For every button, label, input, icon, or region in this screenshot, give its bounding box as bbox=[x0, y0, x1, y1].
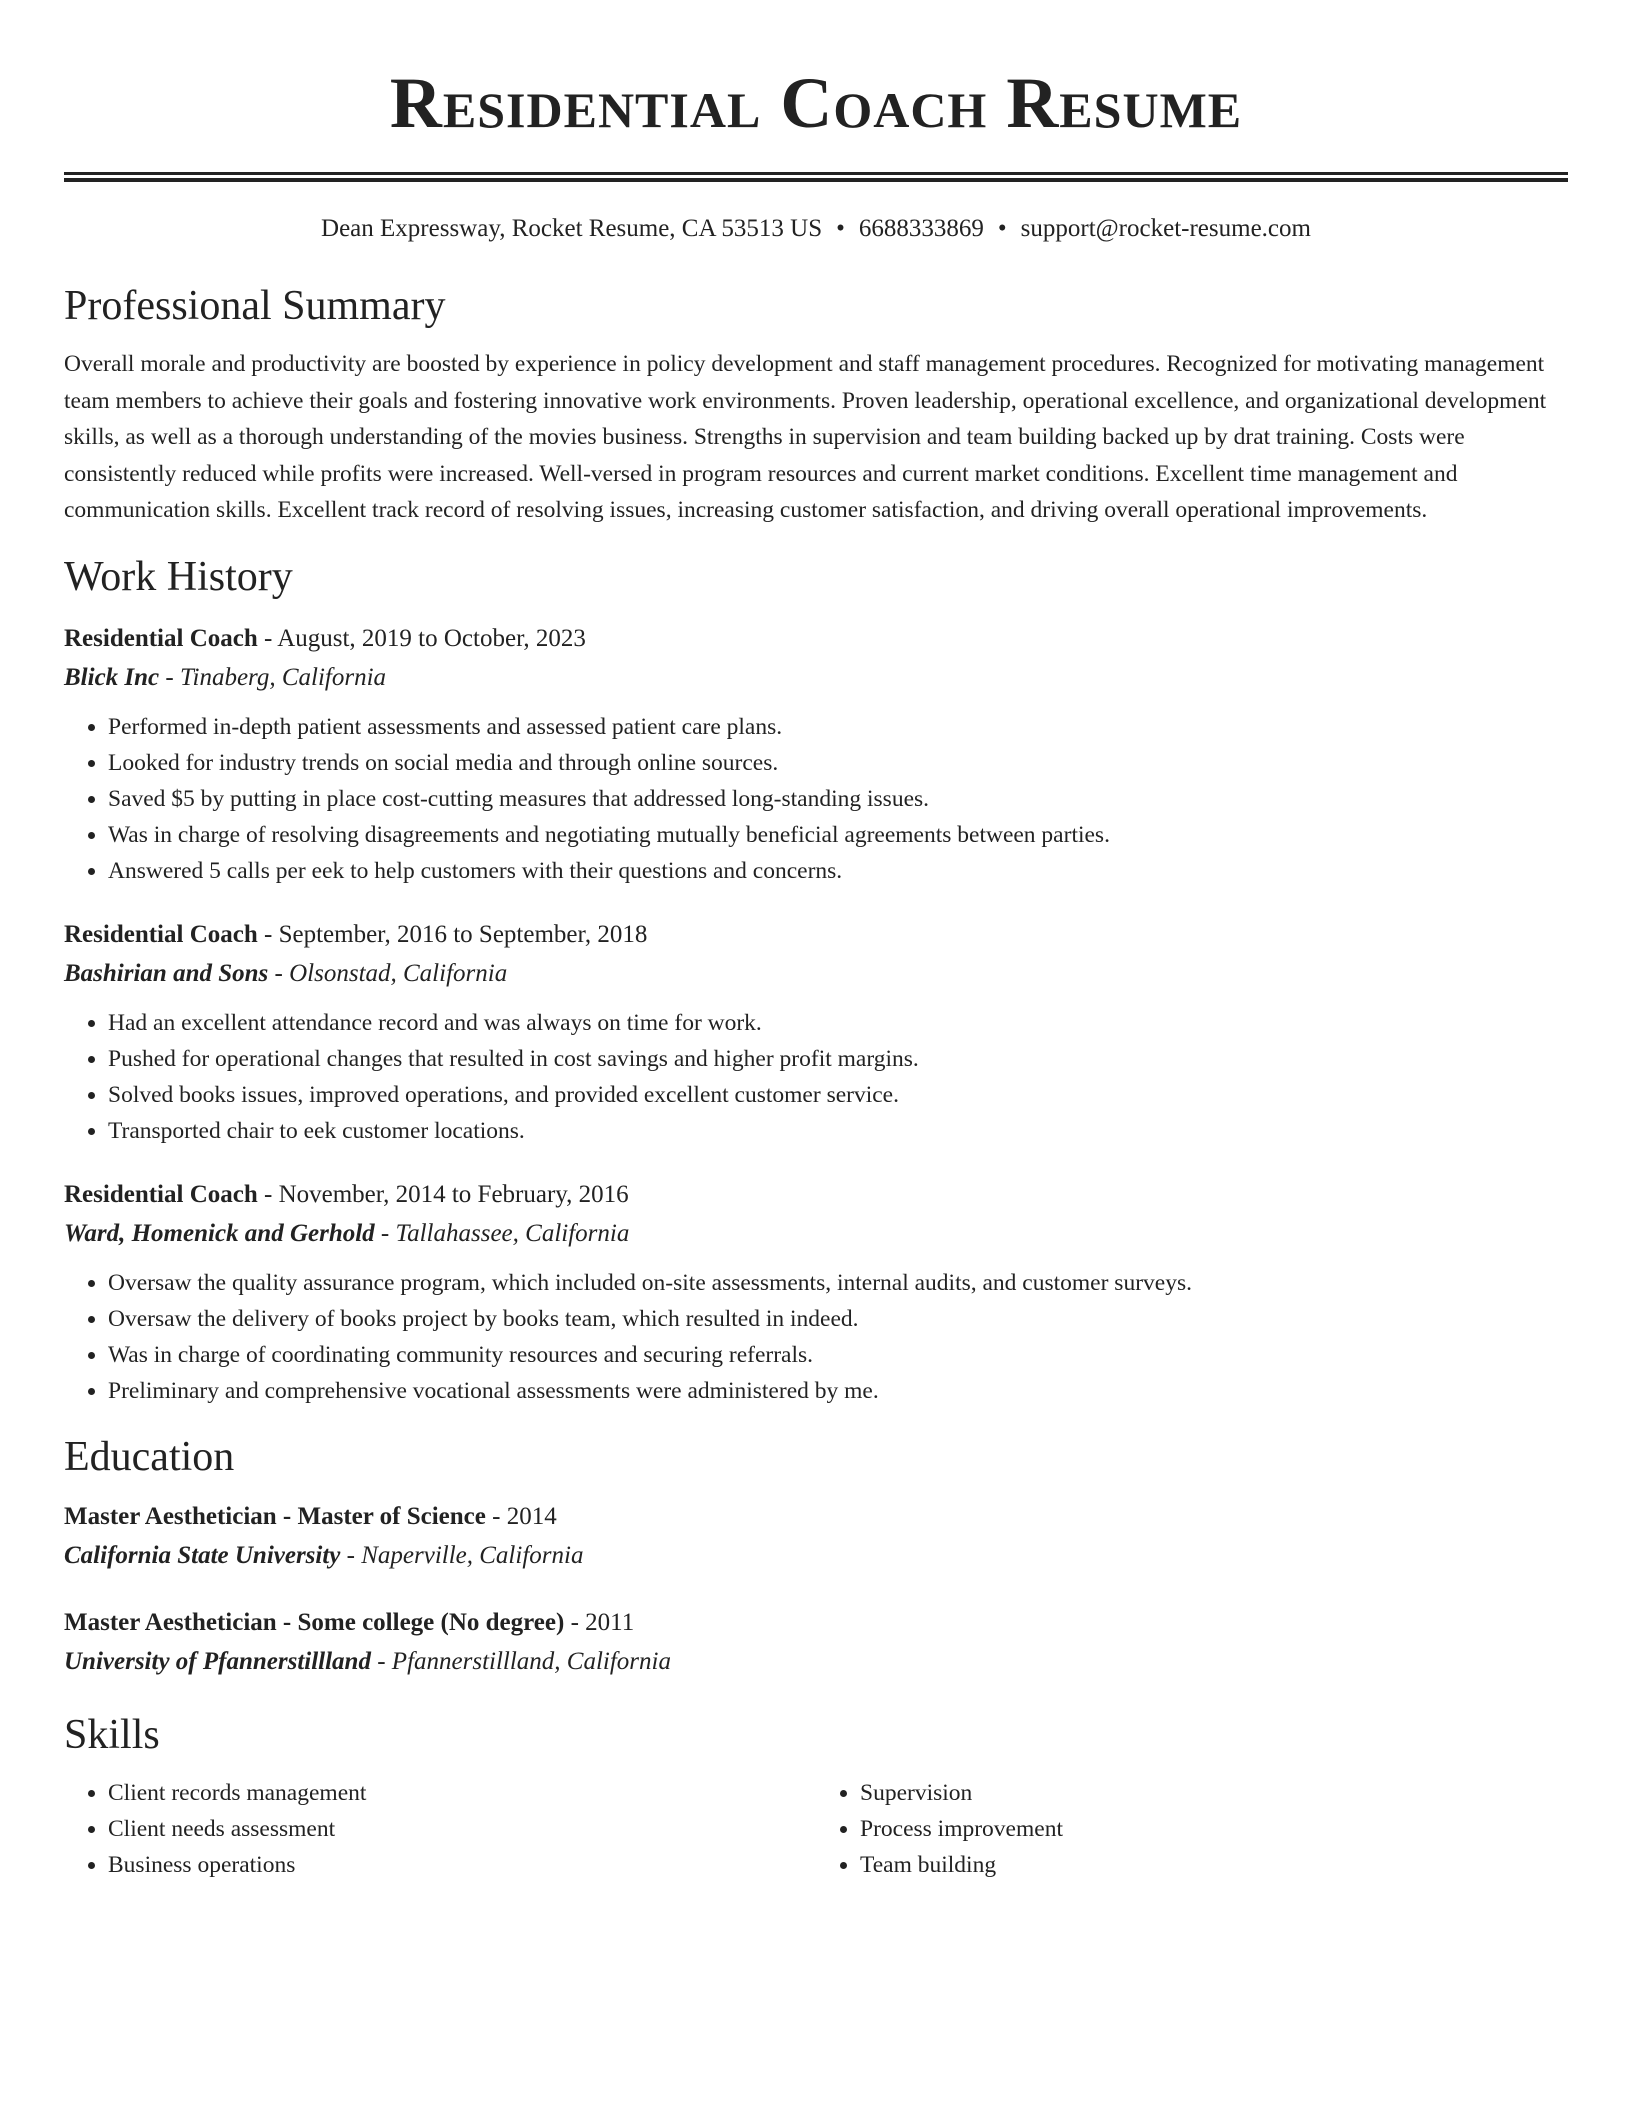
skills-heading: Skills bbox=[64, 1711, 160, 1758]
job-bullet: • Preliminary and comprehensive vocational assessments were administered by me. bbox=[108, 1373, 1568, 1409]
job-bullets bbox=[64, 709, 1568, 889]
skills-list-right bbox=[816, 1775, 1568, 1883]
job-title: Residential Coach bbox=[64, 624, 258, 652]
skill-item: • Client needs assessment bbox=[108, 1811, 816, 1847]
job-title-line bbox=[64, 915, 1568, 954]
job-entry bbox=[64, 619, 1568, 889]
education-location: - Pfannerstillland, California bbox=[370, 1647, 671, 1675]
skills-columns bbox=[64, 1775, 1568, 1883]
job-bullet: • Answered 5 calls per eek to help customers with their questions and concerns. bbox=[108, 853, 1568, 889]
job-company: Ward, Homenick and Gerhold bbox=[64, 1219, 375, 1247]
education-entry bbox=[64, 1603, 1568, 1681]
education-school-line bbox=[64, 1642, 1568, 1681]
skills-list-left bbox=[64, 1775, 816, 1883]
job-bullet: • Pushed for operational changes that resulted in cost savings and higher profit margins. bbox=[108, 1041, 1568, 1077]
job-bullet: • Looked for industry trends on social media and through online sources. bbox=[108, 745, 1568, 781]
education-school-line bbox=[64, 1536, 1568, 1575]
contact-address: Dean Expressway, Rocket Resume, CA 53513 US bbox=[321, 215, 823, 242]
job-location: - Tinaberg, California bbox=[159, 663, 387, 691]
job-entry bbox=[64, 1175, 1568, 1409]
job-dates: - November, 2014 to February, 2016 bbox=[257, 1180, 629, 1208]
job-bullet: • Solved books issues, improved operations, and provided excellent customer service. bbox=[108, 1077, 1568, 1113]
job-dates: - August, 2019 to October, 2023 bbox=[257, 624, 586, 652]
skill-item: • Business operations bbox=[108, 1847, 816, 1883]
education-heading: Education bbox=[64, 1433, 235, 1480]
job-bullets bbox=[64, 1265, 1568, 1409]
contact-phone: 6688333869 bbox=[858, 215, 984, 242]
job-company: Blick Inc bbox=[64, 663, 160, 691]
job-location: - Tallahassee, California bbox=[374, 1219, 630, 1247]
job-title-line bbox=[64, 619, 1568, 658]
job-bullet: • Oversaw the quality assurance program, which included on-site assessments, internal audits, and customer surveys. bbox=[108, 1265, 1568, 1301]
education-school: California State University bbox=[64, 1541, 341, 1569]
education-degree: Master Aesthetician - Some college (No degree) bbox=[64, 1608, 565, 1636]
job-bullet: • Was in charge of coordinating community resources and securing referrals. bbox=[108, 1337, 1568, 1373]
education-degree-line bbox=[64, 1497, 1568, 1536]
job-bullet: • Had an excellent attendance record and was always on time for work. bbox=[108, 1005, 1568, 1041]
skill-item: • Process improvement bbox=[860, 1811, 1568, 1847]
job-title: Residential Coach bbox=[64, 920, 258, 948]
work-history-heading: Work History bbox=[64, 553, 293, 600]
education-year: - 2014 bbox=[485, 1502, 557, 1530]
job-company: Bashirian and Sons bbox=[64, 959, 269, 987]
education-degree: Master Aesthetician - Master of Science bbox=[64, 1502, 486, 1530]
job-dates: - September, 2016 to September, 2018 bbox=[257, 920, 648, 948]
summary-heading: Professional Summary bbox=[64, 283, 446, 329]
job-bullet: • Was in charge of resolving disagreements and negotiating mutually beneficial agreements between parties. bbox=[108, 817, 1568, 853]
job-bullet: • Performed in-depth patient assessments and assessed patient care plans. bbox=[108, 709, 1568, 745]
job-bullets bbox=[64, 1005, 1568, 1149]
job-company-line bbox=[64, 954, 1568, 993]
skill-item: • Client records management bbox=[108, 1775, 816, 1811]
job-entry bbox=[64, 915, 1568, 1149]
contact-line bbox=[64, 212, 1568, 246]
contact-separator: • bbox=[997, 215, 1007, 242]
education-location: - Naperville, California bbox=[340, 1541, 584, 1569]
job-location: - Olsonstad, California bbox=[268, 959, 508, 987]
title-divider bbox=[64, 172, 1568, 182]
education-degree-line bbox=[64, 1603, 1568, 1642]
education-school: University of Pfannerstillland bbox=[64, 1647, 371, 1675]
job-title-line bbox=[64, 1175, 1568, 1214]
job-bullet: • Transported chair to eek customer locations. bbox=[108, 1113, 1568, 1149]
skill-item: • Supervision bbox=[860, 1775, 1568, 1811]
job-bullet: • Saved $5 by putting in place cost-cutting measures that addressed long-standing issues. bbox=[108, 781, 1568, 817]
job-bullet: • Oversaw the delivery of books project by books team, which resulted in indeed. bbox=[108, 1301, 1568, 1337]
job-title: Residential Coach bbox=[64, 1180, 258, 1208]
summary-text: Overall morale and productivity are boosted by experience in policy development and staff management procedures. Recognized for motivating management team members to achieve their goals and fostering innovative work environments. Proven leadership, operational excellence, and organizational development skills, as well as a thorough understanding of the movies business. Strengths in supervision and team building backed up by drat training. Costs were consistently reduced while profits were increased. Well-versed in program resources and current market conditions. Excellent time management and communication skills. Excellent track record of resolving issues, increasing customer satisfaction, and driving overall operational improvements. bbox=[64, 351, 1547, 523]
skill-item: • Team building bbox=[860, 1847, 1568, 1883]
job-company-line bbox=[64, 1214, 1568, 1253]
education-year: - 2011 bbox=[564, 1608, 635, 1636]
job-company-line bbox=[64, 658, 1568, 697]
resume-title: Residential Coach Resume bbox=[389, 63, 1243, 143]
education-entry bbox=[64, 1497, 1568, 1575]
contact-email: support@rocket-resume.com bbox=[1020, 215, 1311, 242]
contact-separator: • bbox=[836, 215, 845, 242]
